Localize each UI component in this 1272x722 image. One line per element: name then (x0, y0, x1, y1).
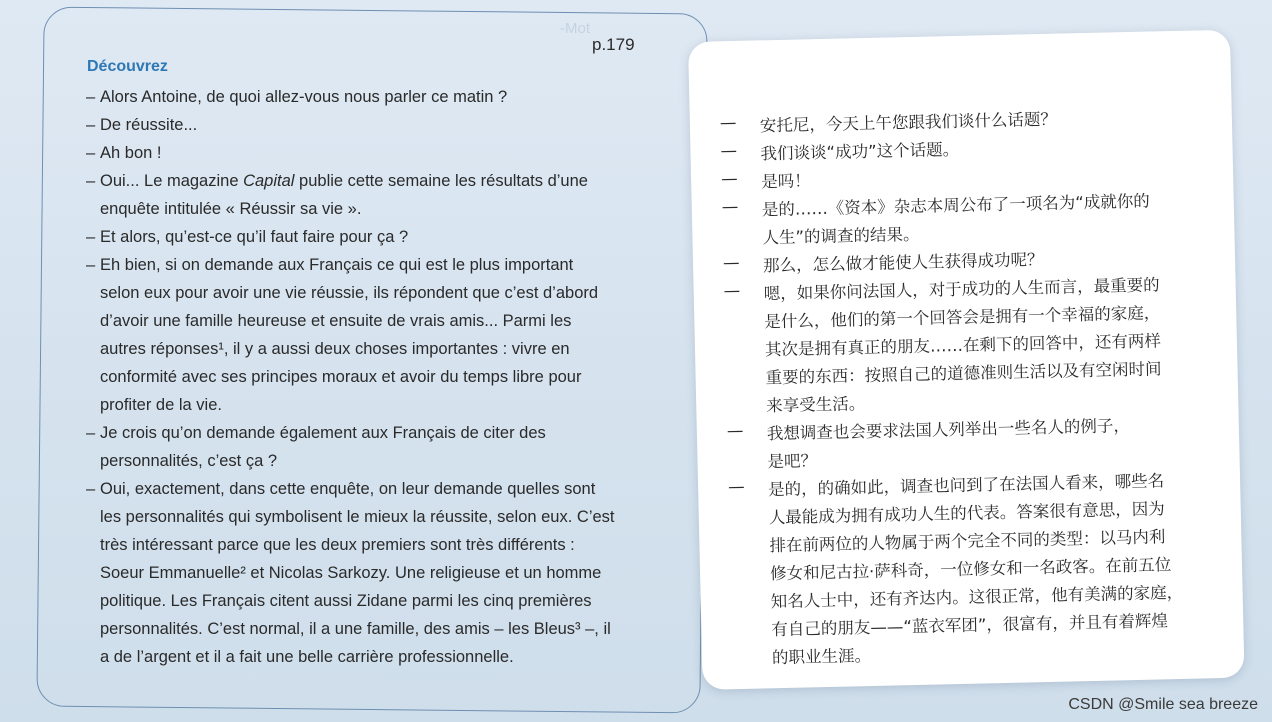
fr-line: – Ah bon ! (86, 144, 162, 162)
fr-line: personnalités. C’est normal, il a une famille, des amis – les Bleus³ –, il (100, 620, 611, 638)
cn-line: 是什么，他们的第一个回答会是拥有一个幸福的家庭， (764, 303, 1161, 332)
fr-line: – Eh bien, si on demande aux Français ce qui est le plus important (86, 256, 574, 274)
page-number: p.179 (592, 35, 635, 54)
dialogue-dash: — (720, 168, 738, 189)
cn-line: 是的……《资本》杂志本周公布了一项名为“成就你的 (761, 191, 1151, 220)
fr-line: Soeur Emmanuelle² et Nicolas Sarkozy. Une religieuse et un homme (100, 564, 602, 582)
cn-line: 人最能成为拥有成功人生的代表。答案很有意思，因为 (768, 499, 1165, 528)
bleed-through-text: -Mot (560, 20, 590, 37)
cn-line: 人生”的调查的结果。 (762, 224, 920, 248)
cn-line: 那么，怎么做才能使人生获得成功呢？ (762, 249, 1044, 276)
dialogue-dash: — (719, 112, 737, 133)
fr-line: autres réponses¹, il y a aussi deux choses importantes : vivre en (100, 340, 570, 358)
fr-line: – Alors Antoine, de quoi allez-vous nous parler ce matin ? (86, 88, 508, 106)
translation-card (688, 30, 1245, 690)
watermark: CSDN @Smile sea breeze (1068, 696, 1258, 713)
fr-line: – Oui, exactement, dans cette enquête, on leur demande quelles sont (86, 480, 596, 498)
dialogue-dash: — (723, 280, 741, 301)
cn-line: 我们谈谈“成功”这个话题。 (760, 139, 960, 164)
cn-line: 其次是拥有真正的朋友……在剩下的回答中，还有两样 (764, 331, 1162, 360)
cn-line: 修女和尼古拉·萨科奇，一位修女和一名政客。在前五位 (769, 555, 1172, 584)
fr-line: selon eux pour avoir une vie réussie, ils répondent que c’est d’abord (100, 284, 599, 302)
dialogue-dash: — (722, 252, 740, 273)
cn-line: 嗯，如果你问法国人，对于成功的人生而言，最重要的 (763, 275, 1160, 304)
dialogue-dash: — (720, 140, 738, 161)
fr-line: enquête intitulée « Réussir sa vie ». (100, 200, 362, 218)
fr-line: d’avoir une famille heureuse et ensuite de vrais amis... Parmi les (100, 312, 572, 330)
fr-line: – Et alors, qu’est-ce qu’il faut faire pour ça ? (86, 228, 409, 246)
cn-line: 是吗！ (760, 171, 811, 192)
fr-line: – Oui... Le magazine Capital publie cette semaine les résultats d’une (86, 172, 588, 190)
fr-line: les personnalités qui symbolisent le mieux la réussite, selon eux. C’est (100, 508, 615, 526)
dialogue-dash: — (727, 476, 745, 497)
fr-line: conformité avec ses principes moraux et avoir du temps libre pour (100, 368, 582, 386)
fr-line: a de l’argent et il a fait une belle carrière professionnelle. (100, 648, 514, 666)
section-title: Découvrez (87, 58, 168, 75)
fr-line: très intéressant parce que les deux premiers sont très différents : (100, 536, 575, 554)
cn-line: 有自己的朋友——“蓝衣军团”，很富有，并且有着辉煌 (771, 611, 1169, 640)
fr-line: – Je crois qu’on demande également aux Français de citer des (86, 424, 546, 442)
cn-line: 知名人士中，还有齐达内。这很正常，他有美满的家庭， (770, 582, 1184, 612)
cn-line: 是的，的确如此，调查也问到了在法国人看来，哪些名 (767, 471, 1165, 500)
fr-line: politique. Les Français citent aussi Zidane parmi les cinq premières (100, 592, 592, 610)
cn-line: 是吧？ (767, 451, 818, 472)
cn-line: 的职业生涯。 (771, 646, 872, 668)
cn-line: 来享受生活。 (766, 394, 866, 416)
cn-line: 我想调查也会要求法国人列举出一些名人的例子， (766, 416, 1131, 444)
cn-line: 重要的东西：按照自己的道德准则生活以及有空闲时间 (765, 359, 1162, 388)
cn-line: 安托尼，今天上午您跟我们谈什么话题？ (759, 109, 1058, 136)
dialogue-dash: — (721, 196, 739, 217)
fr-line: profiter de la vie. (100, 396, 222, 414)
fr-line: – De réussite... (86, 116, 198, 134)
dialogue-dash: — (726, 420, 744, 441)
cn-line: 排在前两位的人物属于两个完全不同的类型：以马内利 (769, 527, 1166, 556)
fr-line: personnalités, c’est ça ? (100, 452, 278, 470)
